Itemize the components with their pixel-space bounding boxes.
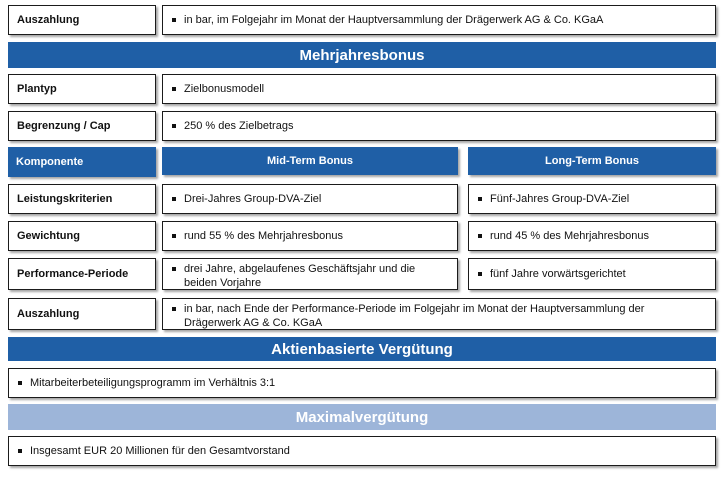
gewichtung-label-text: Gewichtung (17, 230, 80, 242)
bullet-icon (172, 307, 176, 311)
section-title-aktienbasierte-verguetung (8, 337, 716, 361)
bullet-icon (18, 381, 22, 385)
auszahlung-mjb-line-2: Drägerwerk AG & Co. KGaA (184, 317, 323, 329)
bullet-icon (172, 87, 176, 91)
komponente-header-text: Komponente (16, 156, 84, 168)
auszahlung-mjb-value (162, 298, 716, 330)
leistungskriterien-long-text: Fünf-Jahres Group-DVA-Ziel (490, 193, 630, 205)
bullet-icon (478, 197, 482, 201)
komponente-header (8, 147, 156, 177)
auszahlung-mjb-text (184, 302, 644, 330)
bullet-icon (172, 234, 176, 238)
performance-mid-line-1: drei Jahre, abgelaufenes Geschäftsjahr und die (184, 263, 416, 275)
cap-value (162, 111, 716, 141)
bullet-icon (172, 18, 176, 22)
auszahlung-mjb-label (8, 298, 156, 330)
performance-periode-long-text: fünf Jahre vorwärtsgerichtet (490, 268, 626, 280)
performance-mid-line-2: beiden Vorjahre (184, 277, 262, 289)
performance-periode-label (8, 258, 156, 290)
performance-periode-mid-text (184, 262, 415, 290)
bullet-icon (478, 272, 482, 276)
bullet-icon (172, 267, 176, 271)
performance-periode-label-text: Performance-Periode (17, 268, 129, 280)
section-title-maximalverguetung (8, 404, 716, 430)
cap-label (8, 111, 156, 141)
auszahlung-mjb-label-text: Auszahlung (17, 308, 80, 320)
section-title-mehrjahresbonus (8, 42, 716, 68)
gewichtung-mid-text: rund 55 % des Mehrjahresbonus (184, 230, 343, 242)
long-term-bonus-header (468, 147, 716, 175)
auszahlung-value-text: in bar, im Folgejahr im Monat der Hauptversammlung der Drägerwerk AG & Co. KGaA (184, 14, 604, 26)
gewichtung-long-text: rund 45 % des Mehrjahresbonus (490, 230, 649, 242)
section-title-text: Mehrjahresbonus (299, 46, 425, 64)
auszahlung-value (162, 5, 716, 35)
gewichtung-long-value (468, 221, 716, 251)
bullet-icon (478, 234, 482, 238)
long-term-bonus-header-text: Long-Term Bonus (545, 155, 639, 167)
mid-term-bonus-header (162, 147, 458, 175)
plantyp-value-text: Zielbonusmodell (184, 83, 265, 95)
cap-value-text: 250 % des Zielbetrags (184, 120, 294, 132)
maximalverguetung-value-text: Insgesamt EUR 20 Millionen für den Gesamtvorstand (30, 445, 290, 457)
mid-term-bonus-header-text: Mid-Term Bonus (267, 155, 353, 167)
leistungskriterien-mid-value (162, 184, 458, 214)
auszahlung-mjb-line-1: in bar, nach Ende der Performance-Periode im Folgejahr im Monat der Hauptversammlung der (184, 303, 645, 315)
section-title-text: Aktienbasierte Vergütung (271, 340, 453, 358)
plantyp-value (162, 74, 716, 104)
gewichtung-label (8, 221, 156, 251)
auszahlung-label-text: Auszahlung (17, 14, 80, 26)
performance-periode-mid-value (162, 258, 458, 290)
leistungskriterien-label-text: Leistungskriterien (17, 193, 113, 205)
aktien-value-text: Mitarbeiterbeteiligungsprogramm im Verhältnis 3:1 (30, 377, 276, 389)
bullet-icon (172, 197, 176, 201)
bullet-icon (172, 124, 176, 128)
plantyp-label (8, 74, 156, 104)
aktien-value (8, 368, 716, 398)
gewichtung-mid-value (162, 221, 458, 251)
performance-periode-long-value (468, 258, 716, 290)
leistungskriterien-label (8, 184, 156, 214)
plantyp-label-text: Plantyp (17, 83, 57, 95)
bullet-icon (18, 449, 22, 453)
leistungskriterien-long-value (468, 184, 716, 214)
auszahlung-label (8, 5, 156, 35)
leistungskriterien-mid-text: Drei-Jahres Group-DVA-Ziel (184, 193, 322, 205)
cap-label-text: Begrenzung / Cap (17, 120, 111, 132)
section-title-text: Maximalvergütung (295, 408, 429, 426)
maximalverguetung-value (8, 436, 716, 466)
